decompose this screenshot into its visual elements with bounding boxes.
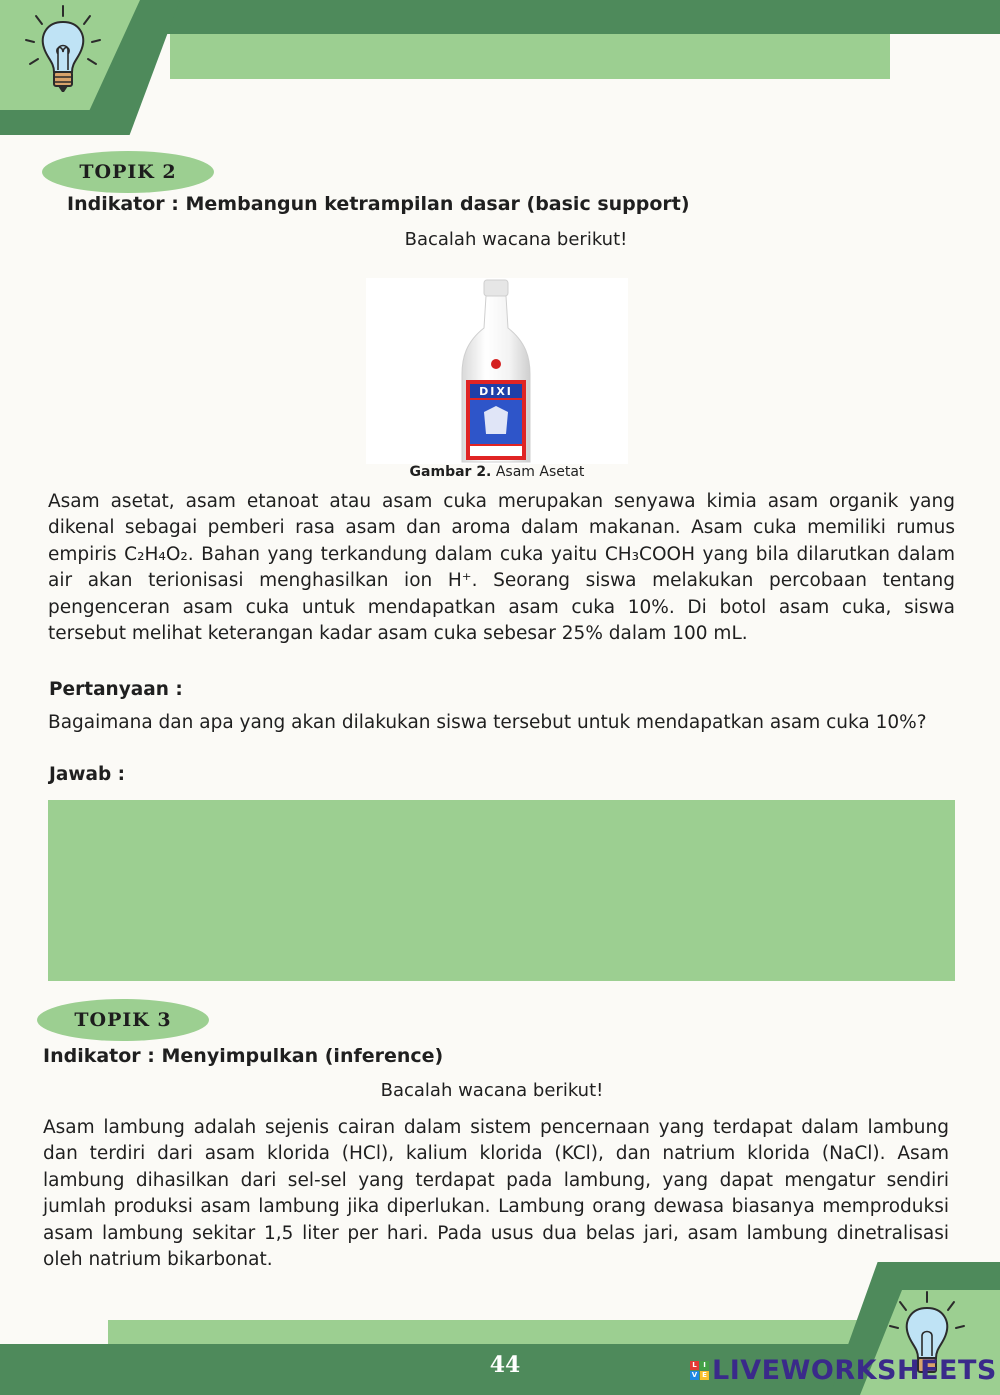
- topik-3-instruction: Bacalah wacana berikut!: [380, 1080, 604, 1101]
- figure-caption: [366, 464, 628, 480]
- bottle-label-text: DIXI: [479, 385, 513, 398]
- vinegar-bottle-icon: [366, 278, 628, 464]
- topik-2-instruction: Bacalah wacana berikut!: [404, 229, 628, 250]
- topik-2-passage: Asam asetat, asam etanoat atau asam cuka merupakan senyawa kimia asam organik yang dikenal sebagai pemberi rasa asam dan aroma dalam makanan. Asam cuka memiliki rumus empiris C₂H₄O₂. Bahan yang terkandung dalam cuka yaitu CH₃COOH yang bila dilarutkan dalam air akan terionisasi menghasilkan ion H⁺. Seorang siswa melakukan percobaan tentang pengenceran asam cuka untuk mendapatkan asam cuka 10%. Di botol asam cuka, siswa tersebut melihat keterangan kadar asam cuka sebesar 25% dalam 100 mL.: [48, 491, 956, 645]
- topik-3-passage: Asam lambung adalah sejenis cairan dalam sistem pencernaan yang terdapat dalam lambung dan terdiri dari asam klorida (HCl), kalium klorida (KCl), dan natrium klorida (NaCl). Asam lambung dihasilkan dari sel-sel yang terdapat pada lambung, yang dapat mengatur sendiri jumlah produksi asam lambung jika diperlukan. Lambung orang dewasa biasanya memproduksi asam lambung sekitar 1,5 liter per hari. Pada usus dua belas jari, asam lambung dinetralisasi oleh natrium bikarbonat.: [43, 1117, 949, 1271]
- question-label: Pertanyaan :: [49, 679, 183, 700]
- topik-3-indikator: Indikator : Menyimpulkan (inference): [43, 1045, 444, 1067]
- liveworksheets-logo-icon: L I V E: [690, 1361, 709, 1380]
- answer-label: Jawab :: [49, 764, 126, 785]
- topik-3-badge: TOPIK 3: [37, 999, 209, 1041]
- page-number: 44: [489, 1352, 521, 1378]
- bottom-band-light: [108, 1320, 868, 1344]
- liveworksheets-watermark[interactable]: [690, 1353, 997, 1387]
- answer-input-box[interactable]: [48, 800, 955, 981]
- formula-acetic-acid: CH₃COOH: [604, 543, 696, 565]
- vinegar-bottle-image: [366, 278, 628, 464]
- topik-2-indikator: Indikator : Membangun ketrampilan dasar (basic support): [67, 193, 690, 215]
- question-text: Bagaimana dan apa yang akan dilakukan siswa tersebut untuk mendapatkan asam cuka 10%?: [48, 712, 927, 733]
- top-band-light: [170, 34, 890, 79]
- formula-ion: H⁺: [447, 570, 472, 592]
- caption-text: Asam Asetat: [495, 464, 585, 480]
- topik-2-badge: TOPIK 2: [42, 151, 214, 193]
- formula-empiris: C₂H₄O₂: [124, 543, 188, 565]
- watermark-text: LIVEWORKSHEETS: [712, 1354, 997, 1386]
- lightbulb-icon: [18, 4, 108, 104]
- caption-label: Gambar 2.: [409, 464, 492, 480]
